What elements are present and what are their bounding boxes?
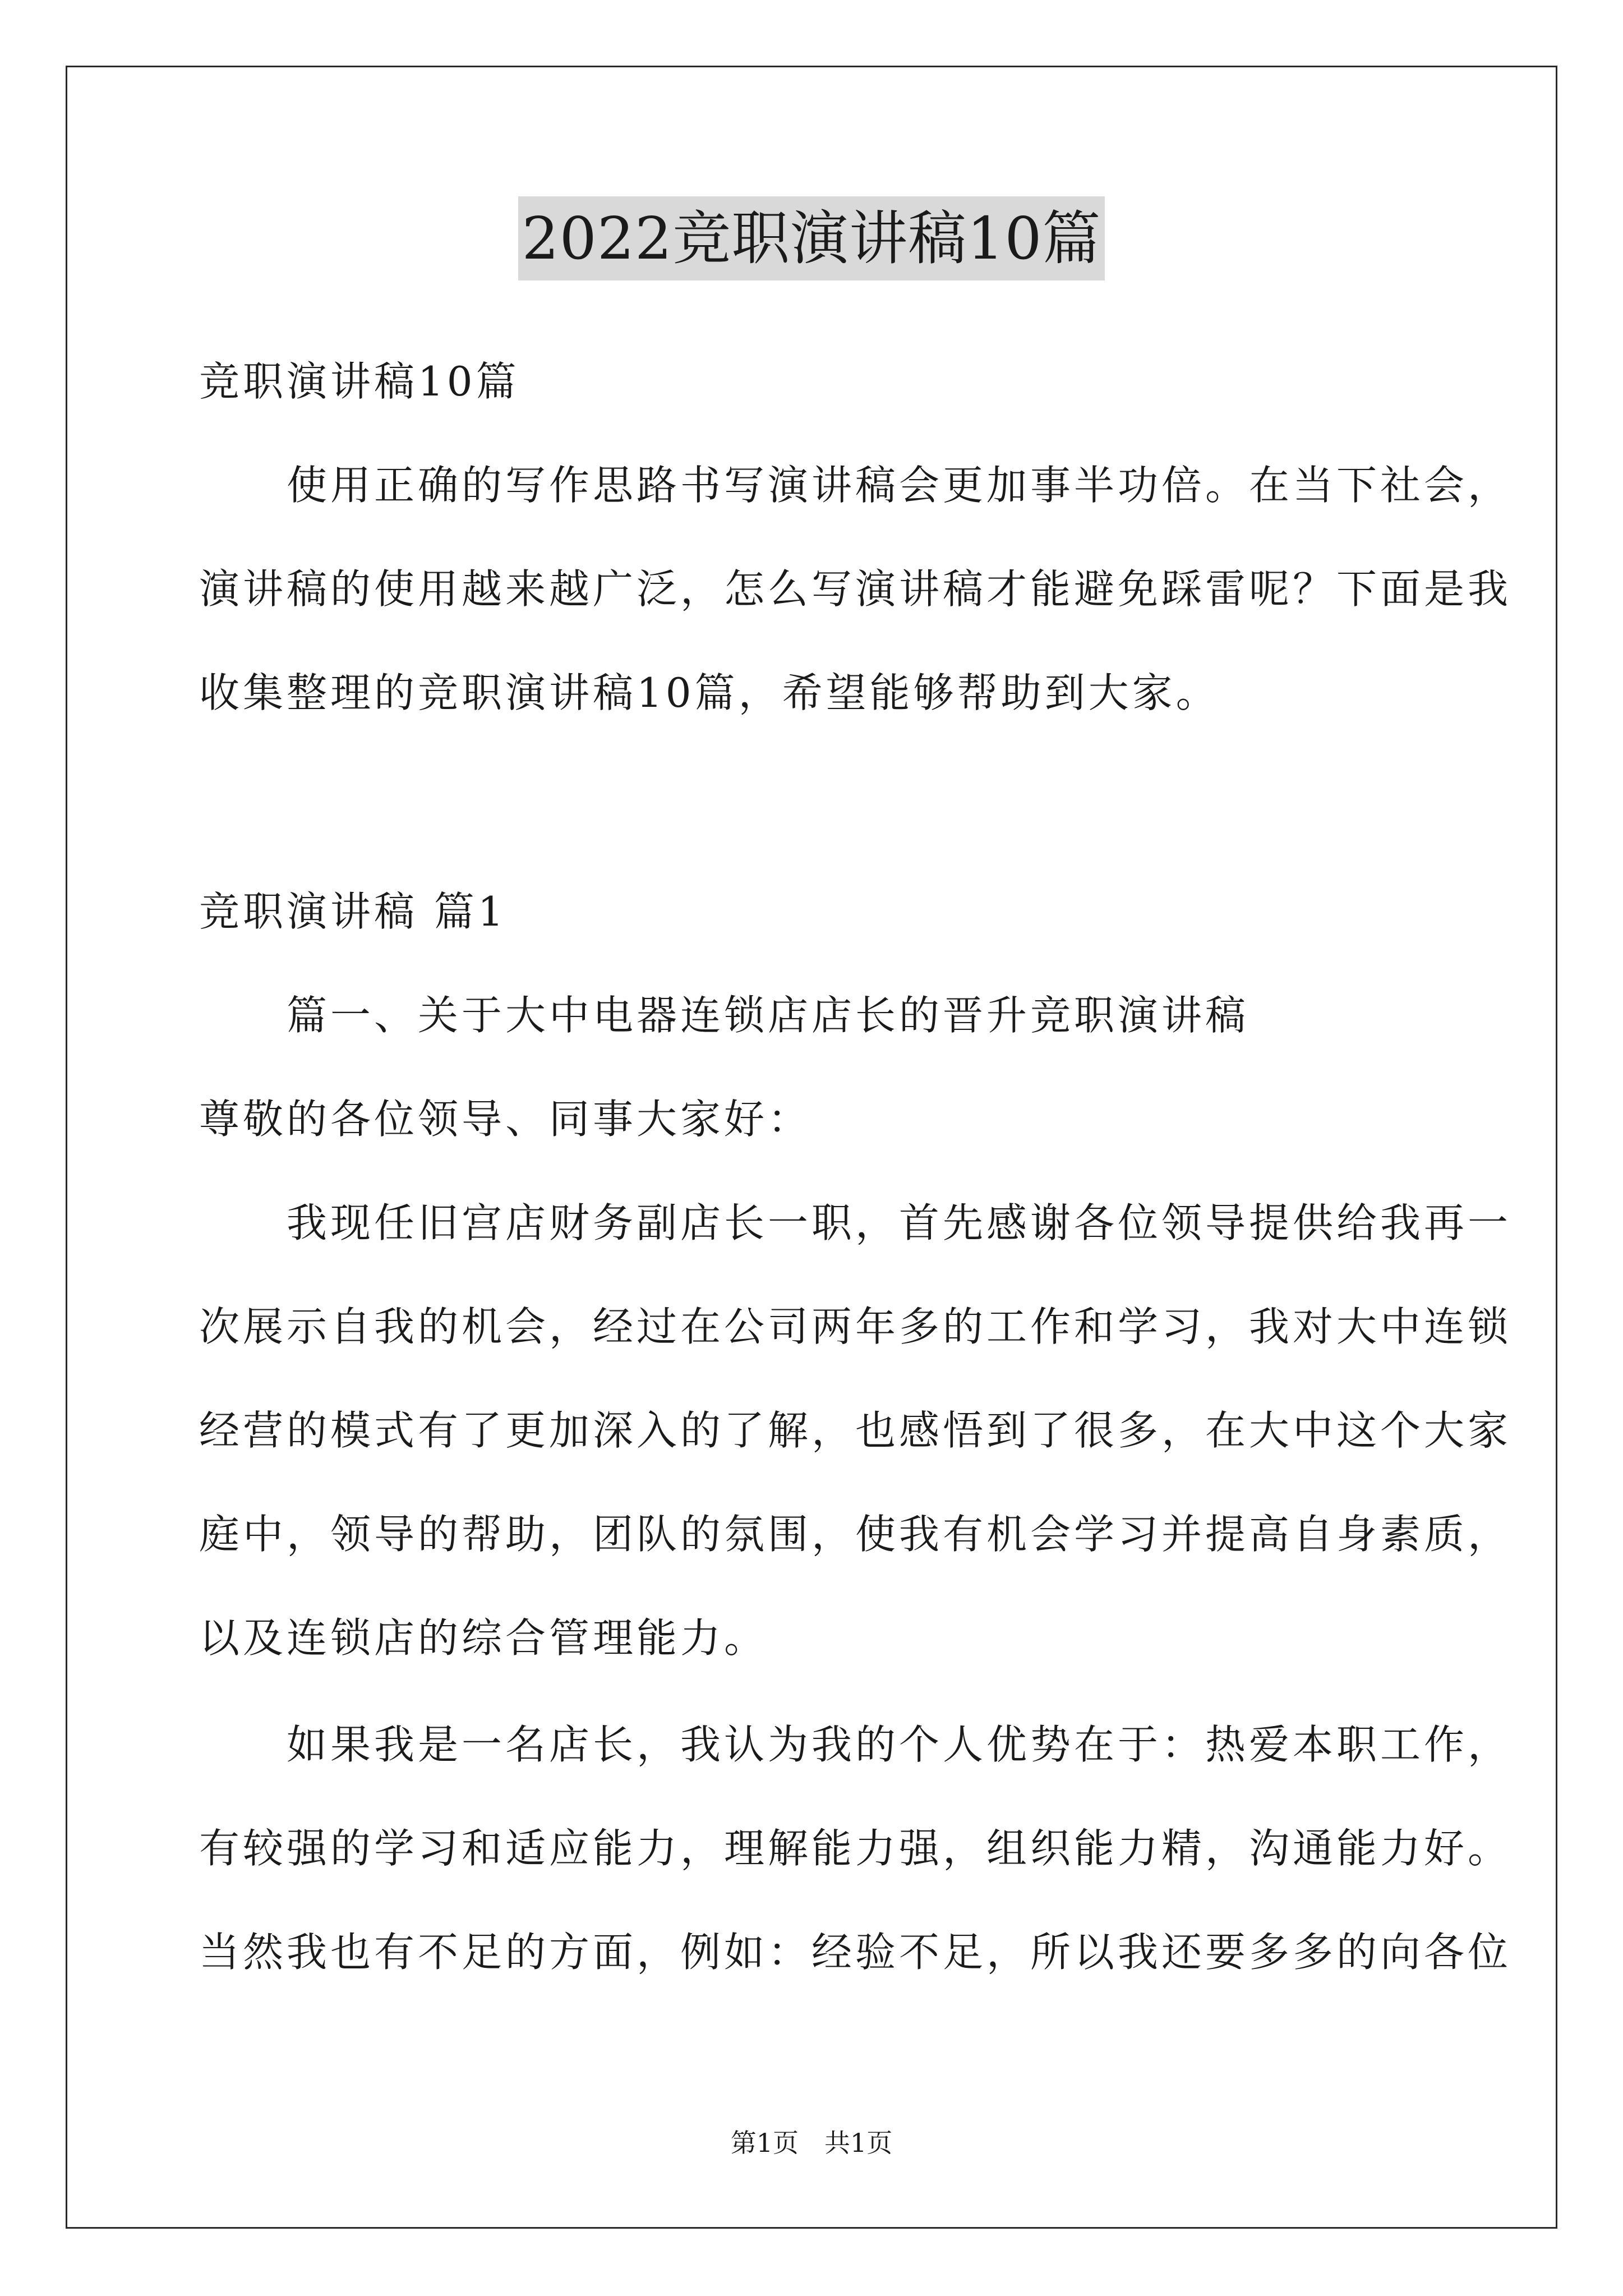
paragraph-line: 演讲稿的使用越来越广泛，怎么写演讲稿才能避免踩雷呢？下面是我 (199, 565, 1512, 613)
salutation-line: 尊敬的各位领导、同事大家好： (199, 1096, 812, 1143)
paragraph-line: 以及连锁店的综合管理能力。 (199, 1614, 768, 1662)
paragraph-line: 当然我也有不足的方面，例如：经验不足，所以我还要多多的向各位 (199, 1929, 1512, 1976)
paragraph-line: 使用正确的写作思路书写演讲稿会更加事半功倍。在当下社会， (199, 462, 1512, 509)
paragraph-line: 庭中，领导的帮助，团队的氛围，使我有机会学习并提高自身素质， (199, 1511, 1512, 1558)
paragraph-line: 有较强的学习和适应能力，理解能力强，组织能力精，沟通能力好。 (199, 1825, 1512, 1872)
document-title: 2022竞职演讲稿10篇 (518, 196, 1104, 280)
paragraph-line: 篇一、关于大中电器连锁店店长的晋升竞职演讲稿 (199, 992, 1249, 1039)
paragraph-line: 我现任旧宫店财务副店长一职，首先感谢各位领导提供给我再一 (199, 1199, 1512, 1246)
paragraph-line: 如果我是一名店长，我认为我的个人优势在于：热爱本职工作， (199, 1721, 1512, 1768)
page-footer: 第1页 共1页 (730, 2128, 893, 2158)
paragraph-line: 次展示自我的机会，经过在公司两年多的工作和学习，我对大中连锁 (199, 1303, 1512, 1350)
paragraph-line: 经营的模式有了更加深入的了解，也感悟到了很多，在大中这个大家 (199, 1407, 1512, 1454)
paragraph-line: 收集整理的竞职演讲稿10篇，希望能够帮助到大家。 (199, 669, 1220, 716)
title-container (0, 196, 1623, 280)
subtitle-line: 竞职演讲稿10篇 (199, 358, 520, 405)
section-heading: 竞职演讲稿 篇1 (199, 888, 507, 935)
